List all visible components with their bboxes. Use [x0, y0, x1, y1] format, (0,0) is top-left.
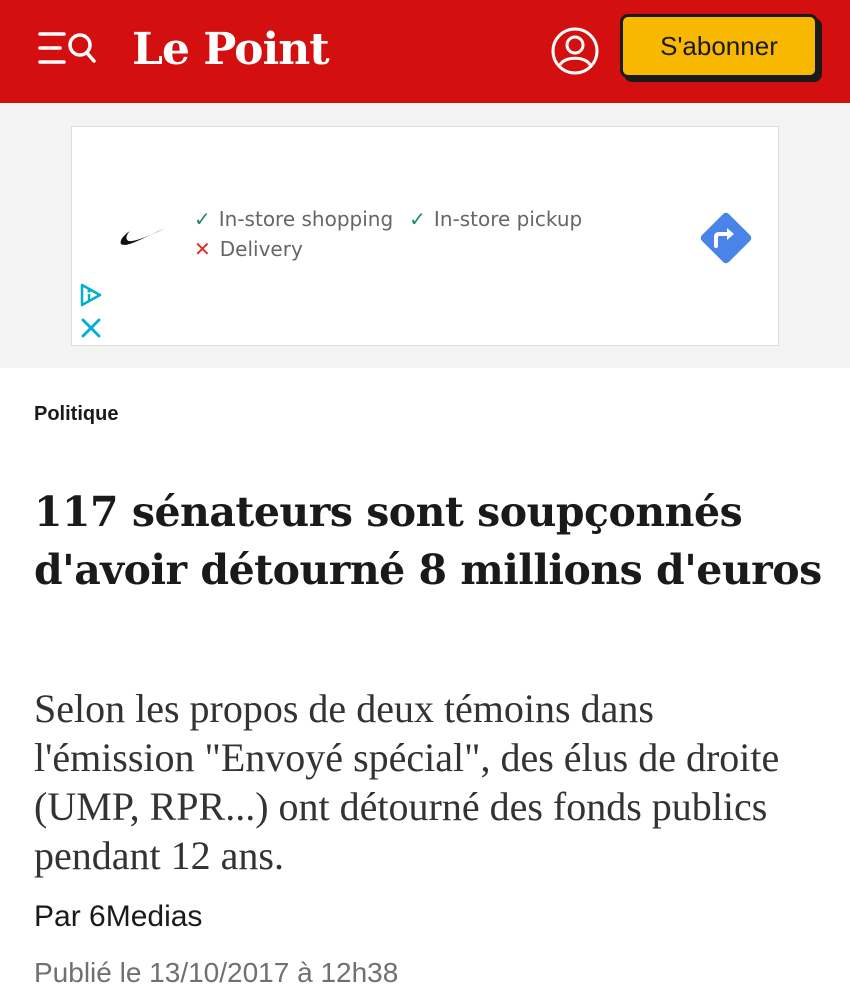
site-logo[interactable]: Le Point [132, 24, 329, 75]
article-publish-date: Publié le 13/10/2017 à 12h38 [34, 957, 399, 988]
check-icon: ✓ [409, 207, 426, 231]
cross-icon: ✕ [194, 237, 211, 261]
menu-search-icon[interactable] [38, 28, 100, 72]
subscribe-button[interactable]: S'abonner [620, 14, 818, 78]
ad-feature-label: Delivery [219, 237, 303, 261]
article-lead: Selon les propos de deux témoins dans l'émission "Envoyé spécial", des élus de droite (UMP, RPR...) ont détourné des fonds publics pendant 12 ans. [34, 686, 780, 878]
check-icon: ✓ [194, 207, 211, 231]
ad-feature-label: In-store pickup [433, 207, 583, 231]
ad-banner[interactable] [71, 126, 779, 346]
close-icon[interactable] [79, 316, 103, 340]
ad-feature-label: In-store shopping [218, 207, 394, 231]
article-byline: Par 6Medias [34, 900, 203, 933]
ad-features-row [194, 237, 303, 261]
ad-container [0, 103, 850, 368]
directions-icon[interactable] [695, 207, 757, 269]
article-headline: 117 sénateurs sont soupçonnés d'avoir détourné 8 millions d'euros [34, 488, 822, 594]
ad-features-row [194, 207, 582, 231]
account-icon[interactable] [549, 25, 601, 77]
nike-swoosh-icon [120, 224, 166, 246]
article-category[interactable]: Politique [34, 403, 119, 425]
adchoices-icon[interactable] [78, 282, 104, 308]
site-header [0, 0, 850, 103]
